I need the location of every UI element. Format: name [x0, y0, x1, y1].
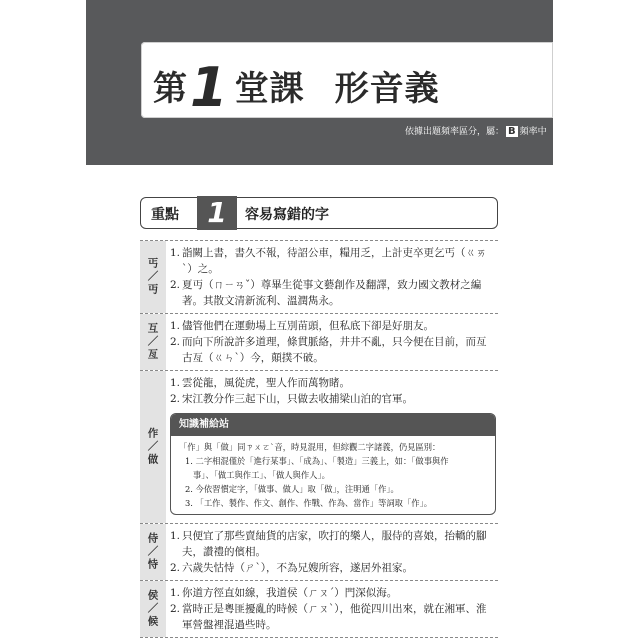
note-point: 3. 「工作、製作、作文、創作、作戰、作為、當作」等詞取「作」。: [185, 498, 433, 508]
list-item: [170, 277, 496, 309]
item-text: 只便宜了那些賣紬貨的店家，吹打的樂人，服侍的喜娘，抬轎的腳夫，讚禮的儐相。: [182, 530, 487, 558]
item-text: 當時正是粵匪擾亂的時候（ㄏㄡˋ），他從四川出來，就在湘軍、淮軍營盤裡混過些時。: [182, 603, 487, 631]
note-title: 知識補給站: [171, 414, 495, 436]
item-text: 而向下所說許多道理，條貫脈絡，井井不亂，只今便在目前，而亙古亙（ㄍㄣˋ）今，顛撲不破。: [182, 336, 487, 364]
lesson-number: 1: [190, 56, 229, 119]
item-text: 儘管他們在運動場上互別苗頭，但私底下卻是好朋友。: [182, 320, 434, 332]
note-point: 1. 二字相混僅於「進行某事」、「成為」、「製造」三義上，如：「做事與作: [185, 456, 449, 466]
key-sep: ／: [147, 602, 159, 615]
item-number: 2.: [170, 393, 181, 405]
list-item: [170, 375, 496, 391]
table-row: [140, 370, 498, 523]
section-heading: [140, 197, 498, 229]
key-char: 互: [147, 322, 159, 335]
note-point: 2. 今依習慣定字，「做事、做人」取「做」，注明通「作」。: [185, 484, 399, 494]
item-number: 2.: [170, 562, 181, 574]
item-number: 2.: [170, 336, 181, 348]
list-item: [170, 318, 496, 334]
item-text: 六歲失怙恃（ㄕˋ），不為兄嫂所容，遂居外祖家。: [182, 562, 413, 574]
key-char: 侍: [147, 532, 159, 545]
key-cell: [140, 314, 166, 370]
frequency-grade-badge: B: [508, 126, 516, 137]
key-sep: ／: [147, 270, 159, 283]
key-cell: [140, 241, 166, 313]
item-number: 1.: [170, 247, 181, 259]
frequency-prefix: 依據出題頻率區分，屬：: [405, 127, 505, 137]
char-comparison-table: [140, 240, 498, 638]
key-cell: [140, 371, 166, 523]
key-sep: ／: [147, 335, 159, 348]
section-number: 1: [197, 196, 237, 230]
key-char: 恃: [147, 558, 159, 571]
knowledge-note-box: [170, 413, 496, 515]
list-item: [170, 560, 496, 576]
key-char: 候: [147, 615, 159, 628]
key-sep: ／: [147, 440, 159, 453]
table-row: [140, 523, 498, 580]
list-item: [170, 334, 496, 366]
frequency-suffix: 頻率中: [519, 127, 547, 137]
key-cell: [140, 524, 166, 580]
item-text: 雲從龍，風從虎，聖人作而萬物睹。: [182, 377, 350, 389]
section-label: 重點: [151, 207, 179, 223]
list-item: [170, 601, 496, 633]
item-text: 宋江教分作三起下山，只做去收捕梁山泊的官軍。: [182, 393, 413, 405]
lesson-prefix: 第: [153, 69, 188, 109]
list-item: [170, 391, 496, 407]
note-intro: 「作」與「做」同ㄗㄨㄛˋ音，時見混用，但綜觀二字諸義，仍見區別：: [179, 442, 441, 452]
key-sep: ／: [147, 545, 159, 558]
list-item: [170, 245, 496, 277]
key-cell: [140, 581, 166, 637]
lesson-title-box: [141, 42, 553, 118]
table-row: [140, 240, 498, 313]
item-number: 2.: [170, 603, 181, 615]
item-text: 詣闕上書，書久不報，待詔公車，糧用乏，上計吏卒更乞丐（ㄍㄞˋ）之。: [182, 247, 487, 275]
table-row: [140, 580, 498, 638]
item-text: 你道方徑直如線，我道侯（ㄏㄡˊ）門深似海。: [182, 587, 398, 599]
section-title: 容易寫錯的字: [245, 207, 329, 223]
item-number: 1.: [170, 320, 181, 332]
lesson-topic: 形音義: [334, 69, 440, 109]
key-char: 亙: [147, 348, 159, 361]
item-number: 2.: [170, 279, 181, 291]
item-number: 1.: [170, 587, 181, 599]
list-item: [170, 528, 496, 560]
key-char: 丏: [147, 283, 159, 296]
key-char: 丐: [147, 257, 159, 270]
list-item: [170, 585, 496, 601]
table-row: [140, 313, 498, 370]
lesson-title: [153, 50, 440, 119]
frequency-note: [405, 124, 547, 137]
key-char: 作: [147, 427, 159, 440]
key-char: 做: [147, 453, 159, 466]
lesson-suffix: 堂課: [234, 69, 305, 109]
item-number: 1.: [170, 530, 181, 542]
item-text: 夏丏（ㄇㄧㄢˇ）尊畢生從事文藝創作及翻譯，致力國文教材之編著。其散文清新流利、溫潤雋永。: [182, 279, 482, 307]
key-char: 侯: [147, 589, 159, 602]
item-number: 1.: [170, 377, 181, 389]
note-point: 事」、「做工與作工」、「做人與作人」。: [193, 470, 330, 480]
